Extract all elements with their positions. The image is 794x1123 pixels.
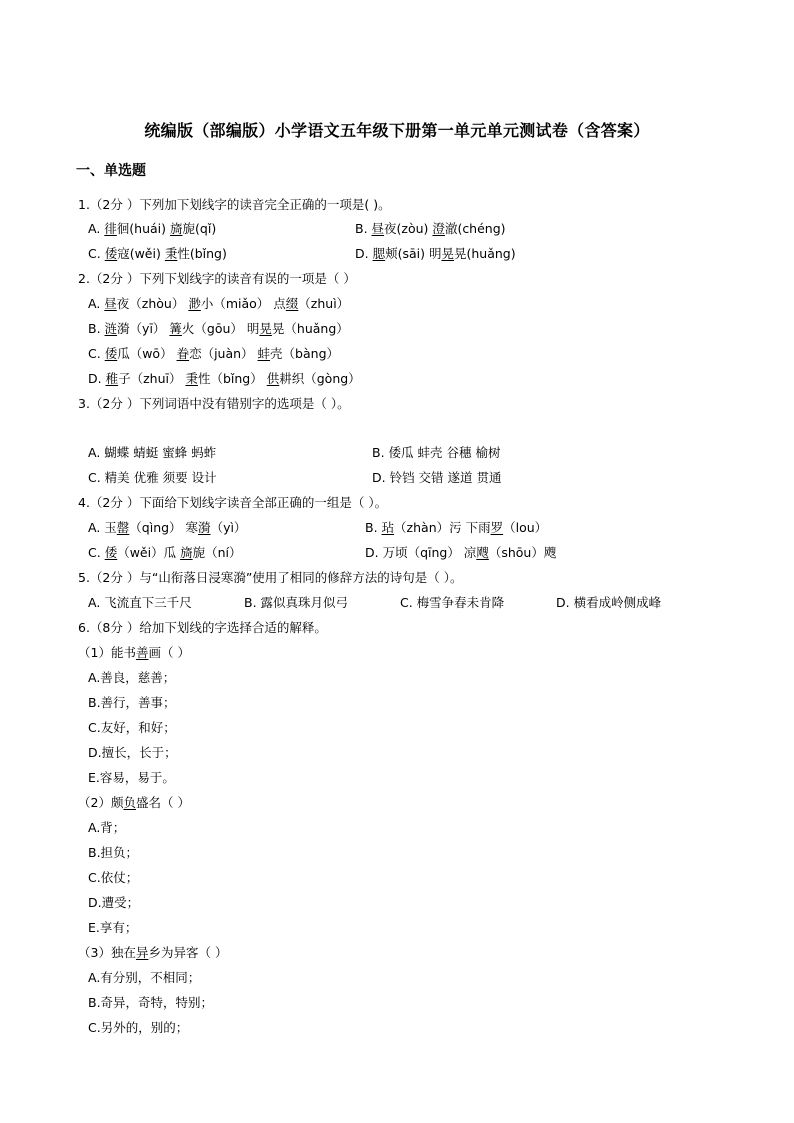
question-1-stem: 1.（2分 ）下列加下划线字的读音完全正确的一项是( )。 (78, 197, 391, 212)
q1-option-c: C. 倭寇(wěi) 秉性(bǐng) (88, 246, 227, 261)
q2-option-d: D. 稚子（zhuī） 秉性（bǐng） 供耕织（gòng） (88, 371, 361, 386)
question-5-stem: 5.（2分 ）与“山衔落日浸寒漪”使用了相同的修辞方法的诗句是（ ）。 (78, 570, 463, 585)
q3-option-a: A. 蝴蝶 蜻蜓 蜜蜂 蚂蚱 (88, 445, 217, 460)
q4-option-b: B. 玷（zhàn）污 下雨罗（lou） (365, 520, 548, 535)
q6-sub-2-option-a: A.背； (88, 820, 126, 835)
q4-option-a: A. 玉罄（qìng） 寒漪（yì） (88, 520, 247, 535)
q6-sub-3-option-a: A.有分别，不相同； (88, 970, 201, 985)
question-2-stem: 2.（2分 ）下列下划线字的读音有误的一项是（ ） (78, 271, 356, 286)
q3-option-d: D. 铃铛 交错 遂道 贯通 (372, 470, 502, 485)
q6-sub-2-option-e: E.享有； (88, 920, 138, 935)
q5-option-c: C. 梅雪争春未肯降 (400, 595, 505, 610)
q6-sub-3-option-b: B.奇异，奇特，特别； (88, 995, 214, 1010)
q3-option-b: B. 倭瓜 蚌壳 谷穗 榆树 (372, 445, 501, 460)
q6-sub-1-option-d: D.擅长，长于； (88, 745, 177, 760)
question-3-stem: 3.（2分 ）下列词语中没有错别字的选项是（ ）。 (78, 396, 350, 411)
q6-sub-1: （1）能书善画（ ） (78, 645, 190, 660)
section-heading: 一、单选题 (76, 163, 146, 179)
q3-option-c: C. 精美 优雅 须要 设计 (88, 470, 217, 485)
q6-sub-1-option-b: B.善行，善事； (88, 695, 176, 710)
q2-option-b: B. 涟漪（yī） 篝火（gōu） 明晃晃（huǎng） (88, 321, 349, 336)
q2-option-a: A. 昼夜（zhòu） 渺小（miǎo） 点缀（zhuì） (88, 296, 350, 311)
q5-option-d: D. 横看成岭侧成峰 (556, 595, 662, 610)
question-4-stem: 4.（2分 ）下面给下划线字读音全部正确的一组是（ ）。 (78, 495, 388, 510)
q5-option-b: B. 露似真珠月似弓 (244, 595, 349, 610)
q4-option-c: C. 倭（wěi）瓜 旖旎（ní） (88, 545, 242, 560)
q1-option-b: B. 昼夜(zòu) 澄澈(chéng) (355, 221, 506, 236)
q1-option-a: A. 徘徊(huái) 旖旎(qǐ) (88, 221, 217, 236)
q6-sub-1-option-c: C.友好，和好； (88, 720, 176, 735)
q6-sub-1-option-e: E.容易，易于。 (88, 770, 175, 785)
q1-option-d: D. 腮颊(sāi) 明晃晃(huǎng) (355, 246, 516, 261)
q6-sub-2-option-d: D.遭受； (88, 895, 140, 910)
q6-sub-1-option-a: A.善良，慈善； (88, 670, 176, 685)
q6-sub-2-option-c: C.依仗； (88, 870, 139, 885)
document-title: 统编版（部编版）小学语文五年级下册第一单元单元测试卷（含答案） (144, 121, 650, 140)
q6-sub-3-option-c: C.另外的，别的； (88, 1020, 189, 1035)
q5-option-a: A. 飞流直下三千尺 (88, 595, 192, 610)
q6-sub-2-option-b: B.担负； (88, 845, 139, 860)
q6-sub-3: （3）独在异乡为异客（ ） (78, 945, 228, 960)
question-6-stem: 6.（8分 ）给加下划线的字选择合适的解释。 (78, 620, 327, 635)
q4-option-d: D. 万顷（qīng） 凉飕（shōu）飕 (365, 545, 557, 560)
q6-sub-2: （2）颇负盛名（ ） (78, 795, 190, 810)
q2-option-c: C. 倭瓜（wō） 眷恋（juàn） 蚌壳（bàng） (88, 346, 339, 361)
